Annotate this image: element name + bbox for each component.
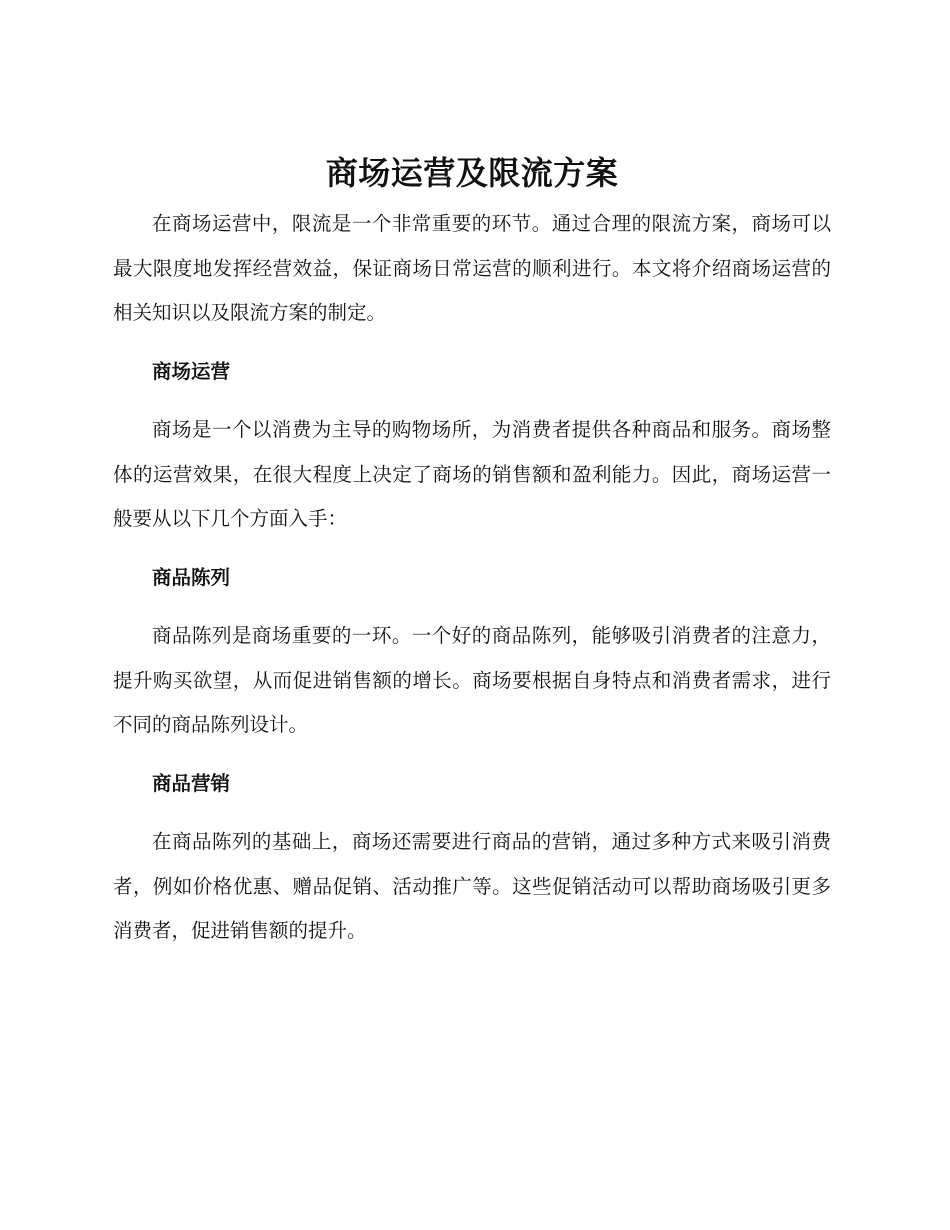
section-body-operations: 商场是一个以消费为主导的购物场所，为消费者提供各种商品和服务。商场整体的运营效果，在很大程度上决定了商场的销售额和盈利能力。因此，商场运营一般要从以下几个方面入手： xyxy=(113,418,831,530)
section-heading-marketing: 商品营销 xyxy=(152,771,231,795)
document-title: 商场运营及限流方案 xyxy=(325,154,619,192)
section-body-marketing: 在商品陈列的基础上，商场还需要进行商品的营销，通过多种方式来吸引消费者，例如价格优惠、赠品促销、活动推广等。这些促销活动可以帮助商场吸引更多消费者，促进销售额的提升。 xyxy=(113,830,831,942)
section-heading-display: 商品陈列 xyxy=(152,565,231,589)
intro-paragraph: 在商场运营中，限流是一个非常重要的环节。通过合理的限流方案，商场可以最大限度地发挥经营效益，保证商场日常运营的顺利进行。本文将介绍商场运营的相关知识以及限流方案的制定。 xyxy=(113,212,831,324)
section-body-display: 商品陈列是商场重要的一环。一个好的商品陈列，能够吸引消费者的注意力，提升购买欲望，从而促进销售额的增长。商场要根据自身特点和消费者需求，进行不同的商品陈列设计。 xyxy=(113,624,831,736)
section-heading-operations: 商场运营 xyxy=(152,359,231,383)
document-content xyxy=(113,150,831,968)
